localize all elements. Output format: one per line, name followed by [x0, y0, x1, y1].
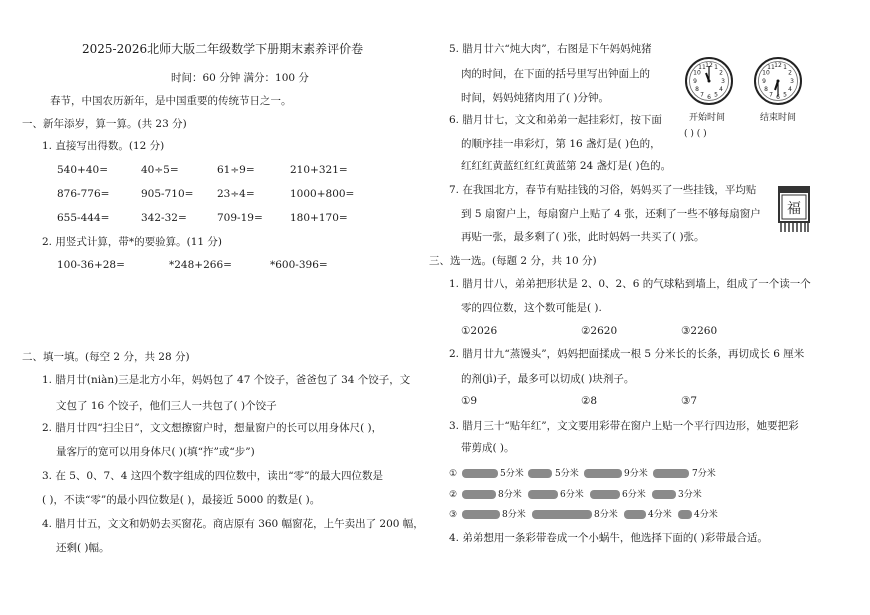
r7-line2: 到 5 扇窗户上，每扇窗户上贴了 4 张，还剩了一些不够每扇窗户 — [461, 208, 761, 220]
r5-line2: 肉的时间，在下面的括号里写出钟面上的 — [461, 68, 650, 80]
s2-option: ②8 — [581, 395, 598, 407]
ribbon-strip — [624, 510, 646, 519]
s4-line: 4. 弟弟想用一条彩带卷成一个小蜗牛，他选择下面的( )彩带最合适。 — [449, 532, 768, 544]
s3-line1: 3. 腊月三十“贴年红”，文文要用彩带在窗户上贴一个平行四边形，她要把彩 — [449, 420, 799, 432]
ribbon-strip — [528, 469, 552, 478]
exam-title: 2025-2026北师大版二年级数学下册期末素养评价卷 — [82, 42, 364, 56]
ribbon-length-label: 9分米 — [624, 469, 648, 479]
fill1-line1: 1. 腊月廿(niàn)三是北方小年，妈妈包了 47 个饺子，爸爸包了 34 个饺子，文 — [42, 374, 411, 386]
r6-line3: 红红红黄蓝红红红黄蓝第 24 盏灯是( )色的。 — [461, 160, 672, 172]
ribbon-length-label: 8分米 — [594, 510, 618, 520]
fill1-line2: 文包了 16 个饺子，他们三人一共包了( )个饺子 — [56, 400, 277, 412]
ribbon-strip — [462, 490, 496, 499]
calc-item: 709-19= — [217, 212, 263, 224]
svg-text:1: 1 — [783, 64, 787, 71]
ribbon-length-label: 8分米 — [502, 510, 526, 520]
s1-option: ③2260 — [681, 325, 718, 337]
ribbon-length-label: 5分米 — [555, 469, 579, 479]
s1-option: ②2620 — [581, 325, 618, 337]
ribbon-strip — [678, 510, 692, 519]
r5-line1: 5. 腊月廿六“炖大肉”，右图是下午妈妈炖猪 — [449, 43, 652, 55]
r6-line1: 6. 腊月廿七，文文和弟弟一起挂彩灯，按下面 — [449, 114, 662, 126]
calc-item: 210+321= — [290, 164, 348, 176]
calc-item: 40÷5= — [141, 164, 179, 176]
svg-text:12: 12 — [705, 62, 713, 69]
ribbon-option-number: ② — [449, 490, 458, 500]
ribbon-length-label: 6分米 — [560, 490, 584, 500]
r5-line3: 时间，妈妈炖猪肉用了( )分钟。 — [461, 92, 610, 104]
svg-text:福: 福 — [787, 201, 801, 217]
ribbon-length-label: 3分米 — [678, 490, 702, 500]
svg-text:4: 4 — [788, 86, 792, 93]
clock-start-label: 开始时间 — [689, 113, 726, 123]
clock-end-icon — [753, 56, 803, 106]
clock-end-label: 结束时间 — [760, 113, 797, 123]
calc-item: 655-444= — [57, 212, 110, 224]
ribbon-strip — [653, 469, 689, 478]
svg-text:9: 9 — [693, 78, 697, 85]
ribbon-length-label: 4分米 — [648, 510, 672, 520]
svg-text:10: 10 — [762, 69, 770, 77]
clock-start-icon — [684, 56, 734, 106]
vertical-calc-item: *248+266= — [169, 259, 232, 271]
svg-text:5: 5 — [714, 91, 718, 99]
section1-title: 一、新年添岁，算一算。(共 23 分) — [22, 118, 187, 130]
svg-text:6: 6 — [776, 94, 780, 101]
ribbon-strip — [462, 510, 500, 519]
svg-text:4: 4 — [719, 86, 723, 93]
s1-line1: 1. 腊月廿八，弟弟把形状是 2、0、2、6 的气球粘到墙上，组成了一个读一个 — [449, 278, 811, 290]
calc-item: 905-710= — [141, 188, 194, 200]
vertical-calc-item: 100-36+28= — [57, 259, 125, 271]
svg-text:2: 2 — [788, 69, 792, 77]
fill2-line1: 2. 腊月廿四“扫尘日”，文文想擦窗户时，想量窗户的长可以用身体尺( )， — [42, 422, 383, 434]
s1-line2: 零的四位数，这个数可能是( ). — [461, 302, 602, 314]
ribbon-option-number: ① — [449, 469, 458, 479]
s3-line2: 带剪成( )。 — [461, 442, 515, 454]
ribbon-strip — [532, 510, 592, 519]
s2-option: ③7 — [681, 395, 698, 407]
s2-line2: 的剂(jì)子，最多可以切成( )块剂子。 — [461, 373, 635, 385]
svg-text:7: 7 — [769, 91, 773, 99]
q2-title: 2. 用竖式计算，带*的要验算。(11 分) — [42, 236, 222, 248]
svg-text:9: 9 — [762, 78, 766, 85]
calc-item: 23÷4= — [217, 188, 255, 200]
calc-item: 342-32= — [141, 212, 187, 224]
svg-text:8: 8 — [764, 86, 768, 93]
ribbon-strip — [462, 469, 498, 478]
fill3-line2: ( )，不读“零”的最小四位数是( )，最接近 5000 的数是( )。 — [42, 494, 321, 506]
fill4-line1: 4. 腊月廿五，文文和奶奶去买窗花。商店原有 360 幅窗花，上午卖出了 200 幅， — [42, 518, 424, 530]
ribbon-strip — [584, 469, 622, 478]
s2-option: ①9 — [461, 395, 478, 407]
section2-title: 二、填一填。(每空 2 分，共 28 分) — [22, 351, 190, 363]
ribbon-option-number: ③ — [449, 510, 458, 520]
svg-text:11: 11 — [698, 64, 706, 71]
fill4-line2: 还剩( )幅。 — [56, 542, 110, 554]
s2-line1: 2. 腊月廿九“蒸馒头”，妈妈把面揉成一根 5 分米长的长条，再切成长 6 厘米 — [449, 348, 805, 360]
ribbon-length-label: 6分米 — [622, 490, 646, 500]
q1-title: 1. 直接写出得数。(12 分) — [42, 140, 165, 152]
section3-title: 三、选一选。(每题 2 分，共 10 分) — [429, 255, 597, 267]
svg-text:3: 3 — [790, 78, 794, 85]
paper-cut-decoration-icon — [777, 185, 811, 233]
svg-text:8: 8 — [695, 86, 699, 93]
ribbon-strip — [590, 490, 620, 499]
svg-text:7: 7 — [700, 91, 704, 99]
exam-meta: 时间：60 分钟 满分：100 分 — [171, 72, 309, 84]
svg-text:6: 6 — [707, 94, 711, 101]
ribbon-length-label: 5分米 — [500, 469, 524, 479]
r7-line3: 再贴一张，最多剩了( )张，此时妈妈一共买了( )张。 — [461, 231, 705, 243]
r7-line1: 7. 在我国北方，春节有贴挂钱的习俗，妈妈买了一些挂钱，平均贴 — [449, 184, 757, 196]
svg-text:12: 12 — [774, 62, 782, 69]
fill2-line2: 量客厅的宽可以用身体尺( )(填“拃”或“步”) — [56, 446, 255, 458]
fill3-line1: 3. 在 5、0、7、4 这四个数字组成的四位数中，读出“零”的最大四位数是 — [42, 470, 383, 482]
ribbon-length-label: 7分米 — [692, 469, 716, 479]
vertical-calc-item: *600-396= — [270, 259, 328, 271]
calc-item: 180+170= — [290, 212, 348, 224]
exam-intro: 春节，中国农历新年，是中国重要的传统节日之一。 — [50, 95, 292, 107]
calc-item: 876-776= — [57, 188, 110, 200]
svg-text:10: 10 — [693, 69, 701, 77]
svg-text:3: 3 — [721, 78, 725, 85]
svg-text:1: 1 — [714, 64, 718, 71]
calc-item: 540+40= — [57, 164, 108, 176]
ribbon-length-label: 8分米 — [498, 490, 522, 500]
ribbon-strip — [652, 490, 676, 499]
svg-text:11: 11 — [767, 64, 775, 71]
ribbon-strip — [528, 490, 558, 499]
calc-item: 1000+800= — [290, 188, 355, 200]
r6-line2: 的顺序挂一串彩灯，第 16 盏灯是( )色的， — [461, 138, 661, 150]
clock-answer-blanks: ( ) ( ) — [684, 129, 707, 139]
s1-option: ①2026 — [461, 325, 498, 337]
svg-text:2: 2 — [719, 69, 723, 77]
ribbon-length-label: 4分米 — [694, 510, 718, 520]
calc-item: 61÷9= — [217, 164, 255, 176]
svg-text:5: 5 — [783, 91, 787, 99]
